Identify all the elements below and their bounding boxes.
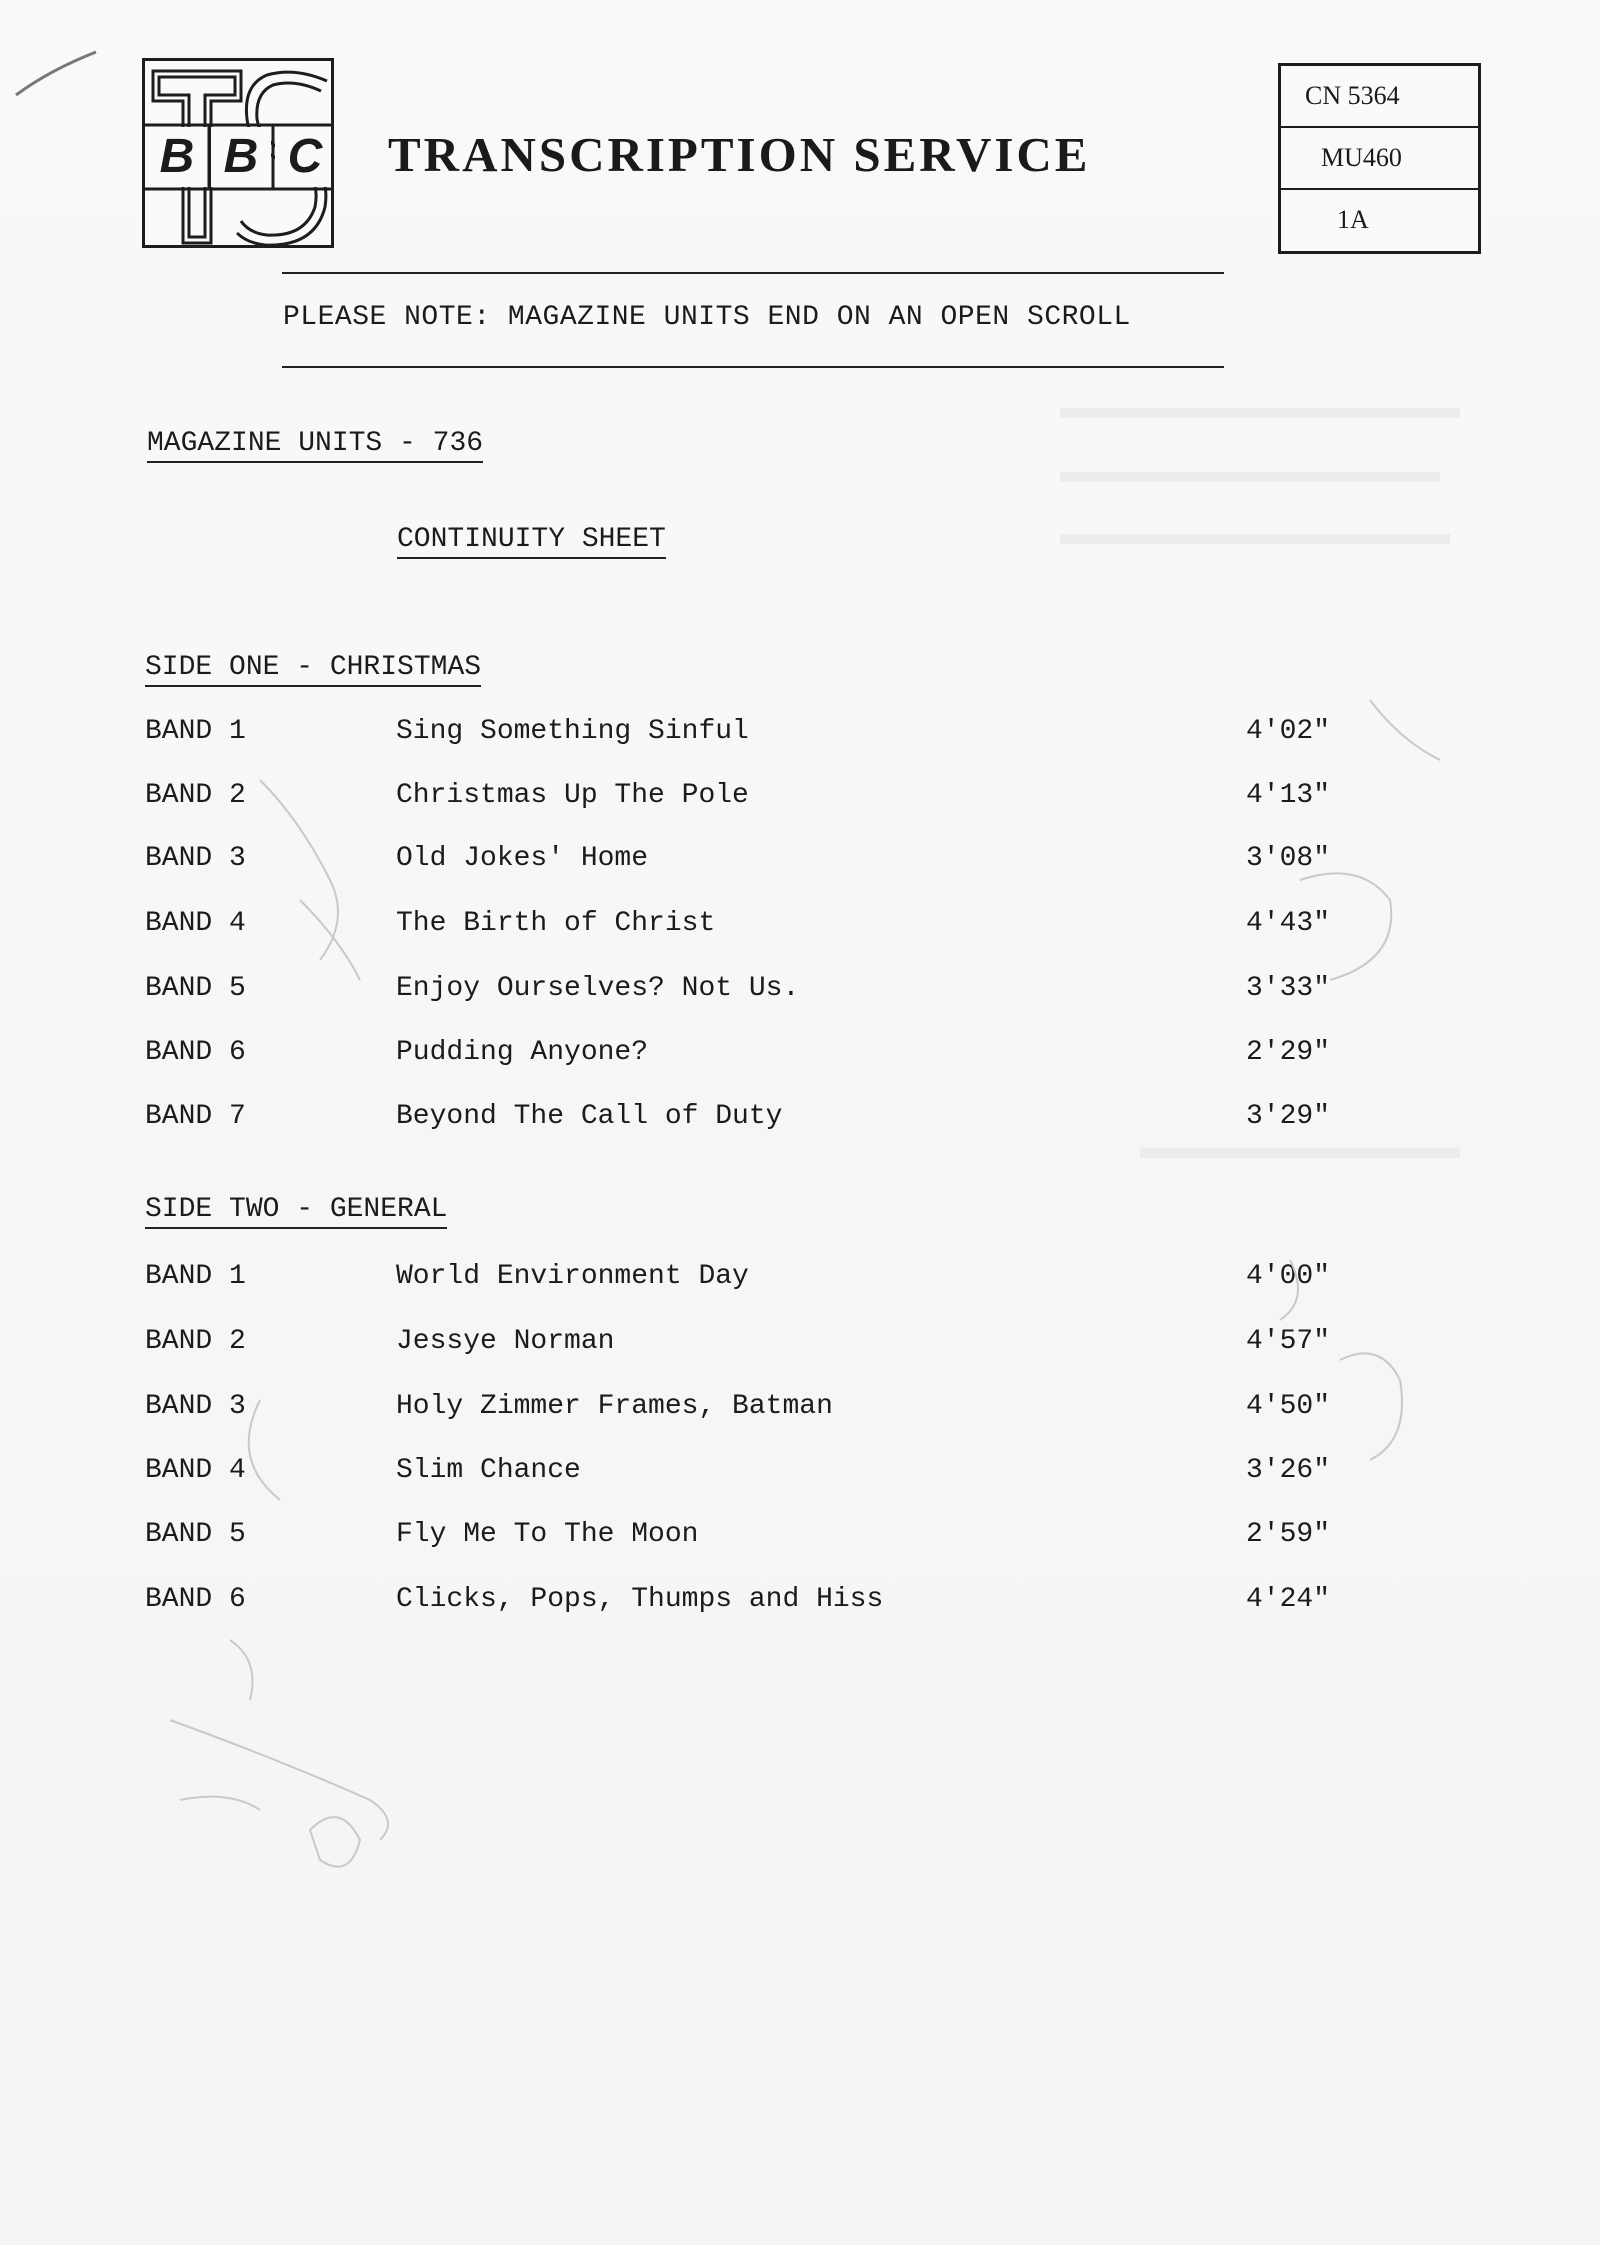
band-duration: 4'24" (1246, 1584, 1331, 1615)
side-two-heading-text: SIDE TWO - GENERAL (145, 1194, 447, 1229)
band-title: The Birth of Christ (396, 908, 716, 939)
band-duration: 2'59" (1246, 1519, 1331, 1550)
programme-title-text: MAGAZINE UNITS - 736 (147, 428, 483, 463)
band-duration: 4'00" (1246, 1261, 1331, 1292)
band-number: BAND 1 (145, 716, 246, 747)
band-title: World Environment Day (396, 1261, 749, 1292)
band-number: BAND 4 (145, 908, 246, 939)
band-number: BAND 7 (145, 1101, 246, 1132)
band-duration: 3'08" (1246, 843, 1331, 874)
reference-code-side: 1A (1337, 205, 1369, 234)
band-duration: 2'29" (1246, 1037, 1331, 1068)
band-number: BAND 3 (145, 843, 246, 874)
logo-letter-c: C (287, 130, 323, 183)
band-title: Pudding Anyone? (396, 1037, 649, 1068)
band-duration: 3'26" (1246, 1455, 1331, 1486)
band-title: Sing Something Sinful (396, 716, 749, 747)
band-number: BAND 6 (145, 1037, 246, 1068)
band-number: BAND 2 (145, 780, 246, 811)
band-duration: 4'43" (1246, 908, 1331, 939)
band-number: BAND 3 (145, 1391, 246, 1422)
band-duration: 4'57" (1246, 1326, 1331, 1357)
band-title: Christmas Up The Pole (396, 780, 749, 811)
band-duration: 3'29" (1246, 1101, 1331, 1132)
logo-letter-b1: B (159, 130, 195, 183)
band-duration: 4'02" (1246, 716, 1331, 747)
band-title: Holy Zimmer Frames, Batman (396, 1391, 833, 1422)
band-number: BAND 5 (145, 973, 246, 1004)
band-duration: 4'50" (1246, 1391, 1331, 1422)
band-number: BAND 6 (145, 1584, 246, 1615)
band-title: Old Jokes' Home (396, 843, 649, 874)
band-title: Fly Me To The Moon (396, 1519, 699, 1550)
band-title: Beyond The Call of Duty (396, 1101, 783, 1132)
page-title: TRANSCRIPTION SERVICE (388, 127, 1091, 182)
band-title: Clicks, Pops, Thumps and Hiss (396, 1584, 884, 1615)
reference-code-cn: CN 5364 (1281, 66, 1478, 128)
band-title: Slim Chance (396, 1455, 581, 1486)
open-scroll-note: PLEASE NOTE: MAGAZINE UNITS END ON AN OPEN SCROLL (283, 302, 1131, 333)
reference-code-mu: MU460 (1281, 128, 1478, 190)
band-title: Jessye Norman (396, 1326, 615, 1357)
band-title: Enjoy Ourselves? Not Us. (396, 973, 800, 1004)
band-number: BAND 4 (145, 1455, 246, 1486)
band-duration: 3'33" (1246, 973, 1331, 1004)
band-number: BAND 5 (145, 1519, 246, 1550)
sheet-title-text: CONTINUITY SHEET (397, 524, 666, 559)
side-one-heading-text: SIDE ONE - CHRISTMAS (145, 652, 481, 687)
band-number: BAND 1 (145, 1261, 246, 1292)
band-number: BAND 2 (145, 1326, 246, 1357)
logo-letter-b2: B (223, 130, 259, 183)
band-duration: 4'13" (1246, 780, 1331, 811)
